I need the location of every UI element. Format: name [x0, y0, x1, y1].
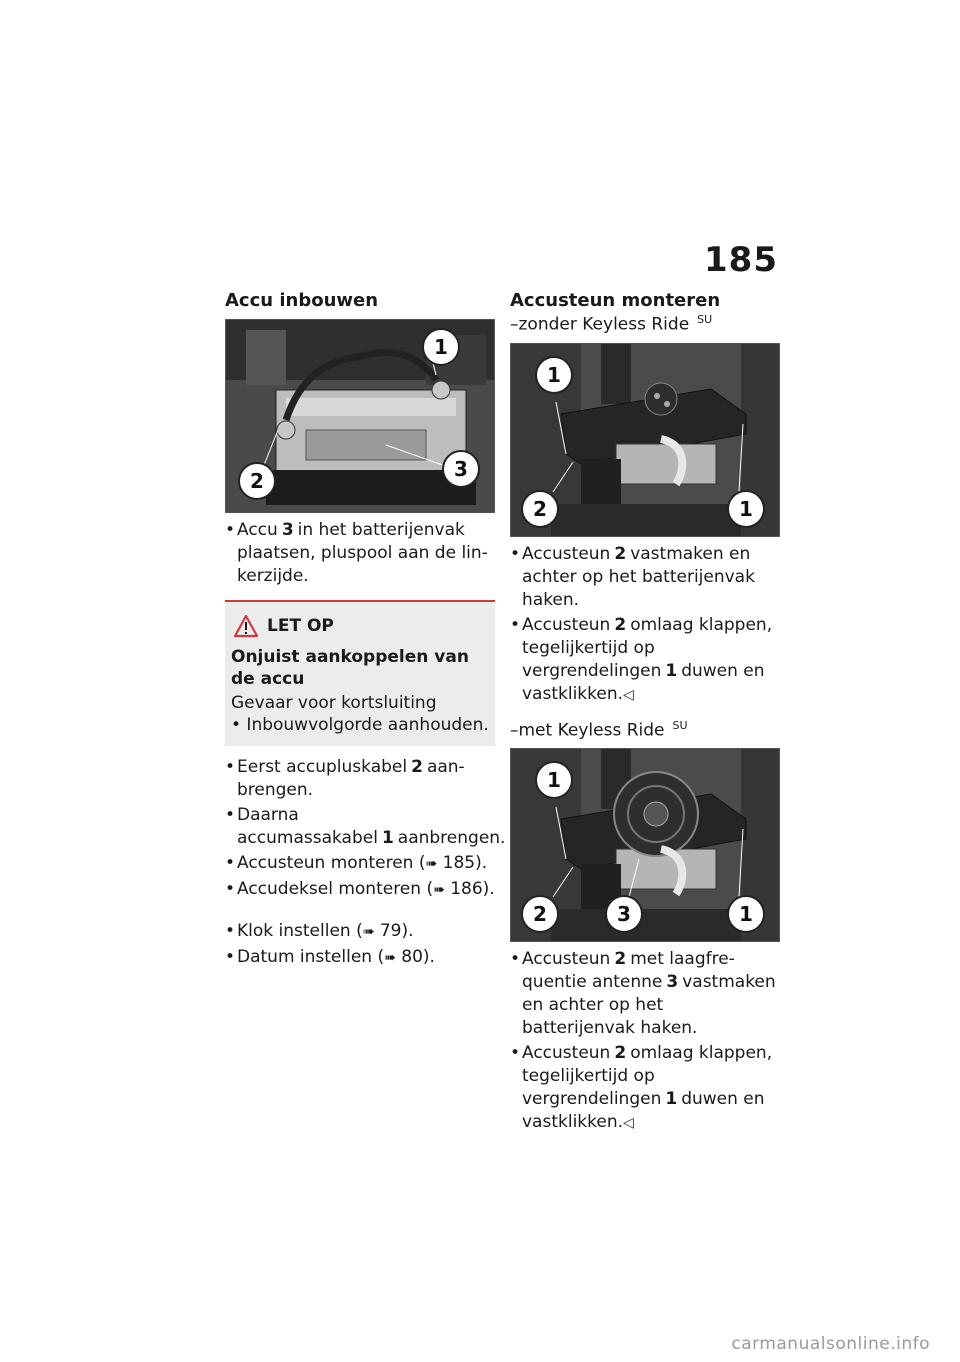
section-title-accusteun-monteren: Accusteun monteren [510, 290, 721, 311]
warning-triangle-icon [233, 614, 259, 638]
list-item: • Accu 3 in het batterijenvak plaatsen, pluspool aan de lin-kerzijde. [225, 519, 495, 588]
arrow-right-icon: ➠ [362, 924, 375, 940]
step-list-with-keyless [510, 948, 780, 1135]
step-list-2 [225, 756, 506, 902]
variant-label-with-keyless: –met Keyless Ride $^{SU}$ [510, 718, 688, 741]
list-item: • Daarna accumassakabel 1 aanbrengen. [225, 804, 495, 850]
callout-1: 1 [535, 761, 573, 799]
list-item: • Accusteun 2 omlaag klappen, tegelijkertijd op vergrendelingen 1 duwen en vastklikken.◁ [510, 1042, 780, 1135]
callout-2: 2 [238, 462, 276, 500]
callout-1b: 1 [727, 895, 765, 933]
step-list-without-keyless [510, 543, 780, 707]
callout-1: 1 [422, 328, 460, 366]
warning-header [233, 614, 489, 638]
left-column [225, 290, 506, 972]
list-item: • Datum instellen (➠ 80). [225, 946, 495, 970]
list-item: • Accusteun 2 met laagfre-quentie antenne 3 vastmaken en achter op het batterijenvak haken. [510, 948, 780, 1040]
step-list-3 [225, 920, 495, 970]
warning-bullet: • Inbouwvolgorde aanhouden. [231, 715, 489, 735]
warning-subtitle: Onjuist aankoppelen van de accu [231, 647, 469, 689]
list-item: • Accusteun 2 omlaag klappen, tegelijkertijd op vergrendelingen 1 duwen en vastklikken.◁ [510, 614, 780, 707]
arrow-right-icon: ➠ [384, 950, 396, 966]
arrow-right-icon: ➠ [433, 882, 445, 898]
section-title-accu-inbouwen: Accu inbouwen [225, 290, 379, 311]
list-item: • Eerst accupluskabel 2 aan-brengen. [225, 756, 495, 802]
variant-label-without-keyless: –zonder Keyless Ride $^{SU}$ [510, 313, 713, 335]
battery-bracket-keyless-figure [510, 748, 780, 942]
arrow-right-icon: ➠ [425, 856, 438, 872]
list-item: • Klok instellen (➠ 79). [225, 920, 495, 944]
end-triangle-icon: ◁ [623, 1115, 634, 1132]
callout-3: 3 [605, 895, 643, 933]
warning-text: Gevaar voor kortsluiting [231, 693, 437, 713]
callout-1b: 1 [727, 490, 765, 528]
end-triangle-icon: ◁ [623, 686, 634, 703]
callout-1: 1 [535, 356, 573, 394]
battery-bracket-figure [510, 343, 780, 537]
list-item: • Accusteun 2 vastmaken en achter op het batterijenvak haken. [510, 543, 780, 612]
right-column [510, 290, 780, 1137]
battery-install-figure [225, 319, 495, 513]
warning-title: LET OP [267, 616, 334, 636]
callout-3: 3 [442, 450, 480, 488]
callout-2: 2 [521, 490, 559, 528]
list-item: • Accusteun monteren (➠ 185). [225, 852, 495, 876]
callout-2: 2 [521, 895, 559, 933]
list-item: • Accudeksel monteren (➠ 186). [225, 878, 495, 902]
watermark: carmanualsonline.info [731, 1334, 930, 1354]
page-number: 185 [704, 240, 778, 280]
warning-box [225, 600, 495, 746]
step-list-1 [225, 519, 495, 588]
